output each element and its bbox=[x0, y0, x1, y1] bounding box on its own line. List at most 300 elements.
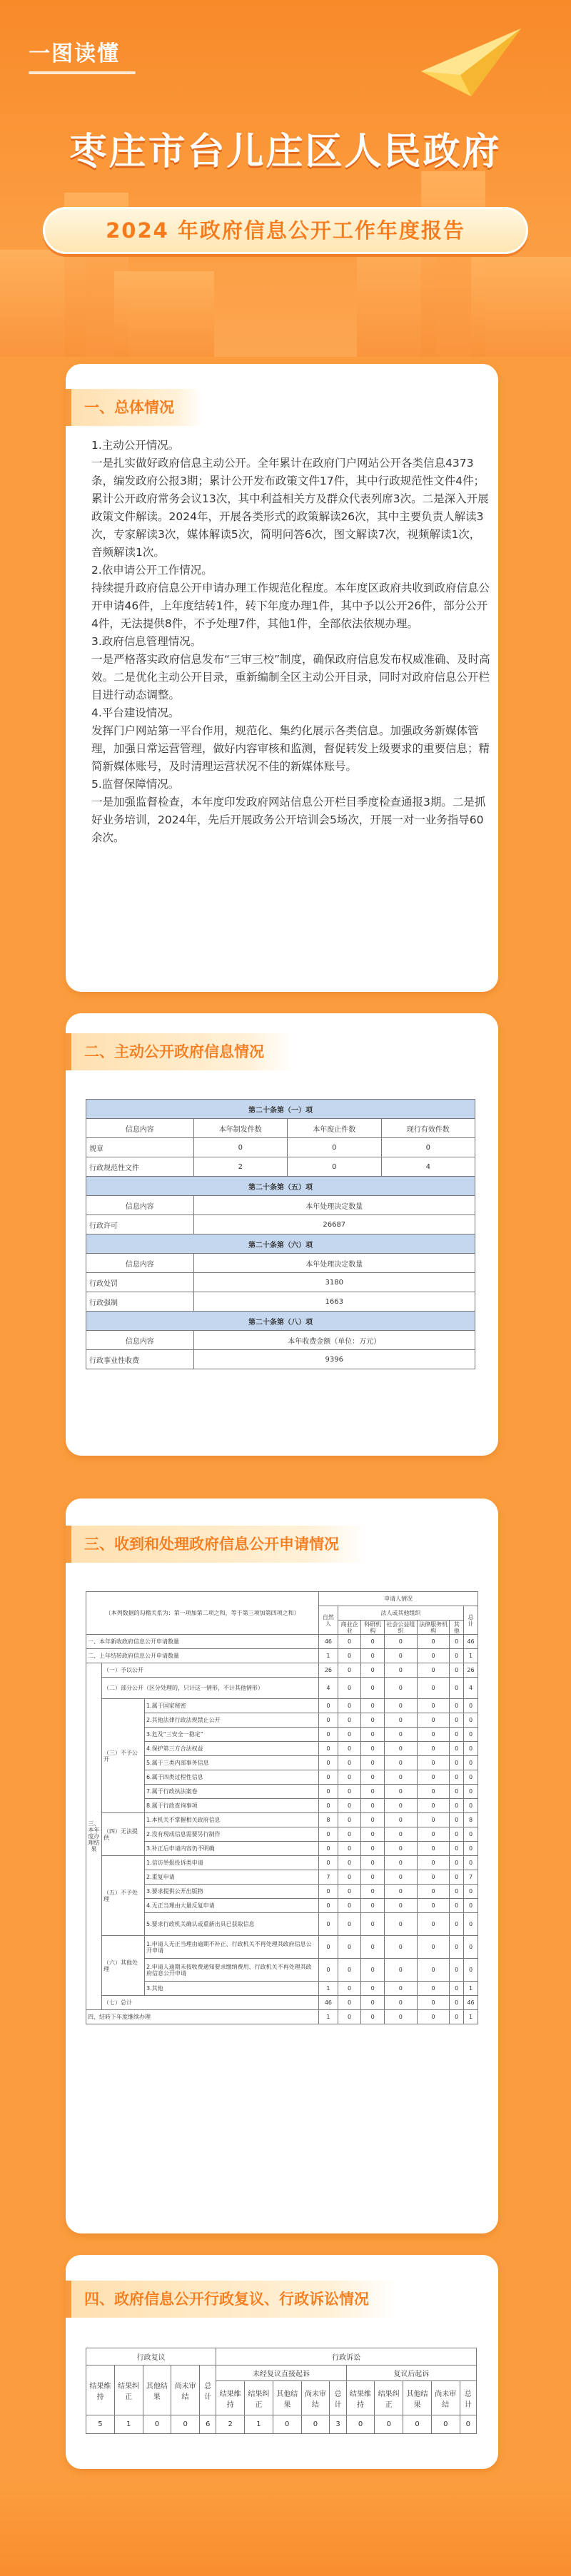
paragraph: 一是加强监督检查，本年度印发政府网站信息公开栏目季度检查通报3期。二是抓好业务培训，2024年，先后开展政务公开培训会5场次，开展一对一业务指导60余次。 bbox=[91, 796, 486, 844]
cell: 0 bbox=[338, 1827, 361, 1842]
col-header: 尚未审结 bbox=[301, 2381, 330, 2415]
cell: 0 bbox=[361, 1728, 385, 1742]
cell: 0 bbox=[384, 1959, 417, 1982]
cell: 0 bbox=[417, 1885, 450, 1899]
cell: 1 bbox=[464, 2010, 478, 2024]
section-heading-overview: 一、总体情况 bbox=[71, 389, 203, 426]
cell: 0 bbox=[384, 1996, 417, 2010]
cell: 0 bbox=[338, 1982, 361, 1996]
cell: 0 bbox=[384, 1856, 417, 1870]
cell: 6 bbox=[200, 2415, 216, 2434]
col-header: 结果纠正 bbox=[114, 2365, 143, 2415]
row-label: 四、结转下年度继续办理 bbox=[86, 2010, 319, 2024]
cell: 0 bbox=[464, 1699, 478, 1713]
cell: 0 bbox=[464, 1770, 478, 1785]
cell: 0 bbox=[319, 1742, 338, 1756]
cell: 0 bbox=[338, 1913, 361, 1936]
row-subgroup-label: （三）不予公开 bbox=[102, 1699, 145, 1813]
cell: 0 bbox=[288, 1157, 381, 1177]
block-title: 第二十条第（六）项 bbox=[86, 1234, 475, 1254]
report-subtitle: 2024 年政府信息公开工作年度报告 bbox=[43, 207, 528, 254]
paragraph: 发挥门户网站第一平台作用，规范化、集约化展示各类信息。加强政务新媒体管理，加强日常运营管理，做好内容审核和监测，督促转发上级要求的重要信息；精简新媒体账号，及时清理运营状况不佳的新媒体账号。 bbox=[91, 724, 490, 773]
row-label: 规章 bbox=[86, 1138, 194, 1157]
cell: 0 bbox=[417, 1996, 450, 2010]
cell: 0 bbox=[464, 1785, 478, 1799]
cell: 0 bbox=[338, 1770, 361, 1785]
cell: 0 bbox=[417, 1856, 450, 1870]
cell: 0 bbox=[384, 1756, 417, 1770]
cell: 0 bbox=[450, 1959, 464, 1982]
cell: 0 bbox=[450, 1870, 464, 1885]
row-label: （二）部分公开（区分处理的，只计这一情形，不计其他情形） bbox=[102, 1678, 319, 1699]
cell: 1 bbox=[319, 1982, 338, 1996]
cell: 1 bbox=[245, 2415, 273, 2434]
cell: 0 bbox=[338, 2010, 361, 2024]
col-header: 总计 bbox=[330, 2381, 346, 2415]
cell: 0 bbox=[431, 2415, 460, 2434]
cell: 0 bbox=[338, 1856, 361, 1870]
cell: 0 bbox=[464, 1936, 478, 1959]
cell: 0 bbox=[338, 1936, 361, 1959]
cell: 0 bbox=[417, 1827, 450, 1842]
paragraph: 一是扎实做好政府信息主动公开。全年累计在政府门户网站公开各类信息4373条，编发政府公报3期；累计公开发布政策文件17件，其中行政规范性文件4件；累计公开政府常务会议13次，其中利益相关方及群众代表列席3次。二是深入开展政策文件解读。2024年，开展各类形式的政策解读26次，其中主要负责人解读3次，专家解读3次，媒体解读5次，简明问答6次，图文解读7次，视频解读1次，音频解读1次。 bbox=[91, 457, 489, 559]
row-label: 行政规范性文件 bbox=[86, 1157, 194, 1177]
cell: 0 bbox=[361, 1813, 385, 1827]
cell: 0 bbox=[417, 1678, 450, 1699]
cell: 0 bbox=[361, 1742, 385, 1756]
cell: 0 bbox=[417, 1728, 450, 1742]
col-header: 社会公益组织 bbox=[384, 1621, 417, 1635]
cell: 0 bbox=[338, 1813, 361, 1827]
paragraph: 持续提升政府信息公开申请办理工作规范化程度。本年度区政府共收到政府信息公开申请46件，上年度结转1件，转下年度办理1件，其中予以公开26件，部分公开4件，无法提供8件，不予处理7件，其他1件，全部依法依规办理。 bbox=[91, 582, 490, 630]
row-subgroup-label: （四）无法提供 bbox=[102, 1813, 145, 1856]
cell: 0 bbox=[450, 1899, 464, 1913]
cell: 0 bbox=[417, 1936, 450, 1959]
row-label: 1.申请人无正当理由逾期不补正、行政机关不再处理其政府信息公开申请 bbox=[145, 1936, 319, 1959]
cell: 0 bbox=[361, 2010, 385, 2024]
cell: 0 bbox=[171, 2415, 200, 2434]
cell: 0 bbox=[319, 1913, 338, 1936]
footer-band bbox=[0, 2483, 571, 2576]
cell: 0 bbox=[450, 1678, 464, 1699]
cell: 0 bbox=[381, 1138, 475, 1157]
col-header: 行政复议 bbox=[86, 2348, 216, 2365]
cell: 0 bbox=[384, 1813, 417, 1827]
cell: 0 bbox=[319, 1756, 338, 1770]
cell: 0 bbox=[384, 1842, 417, 1856]
page-title: 枣庄市台儿庄区人民政府 bbox=[69, 131, 502, 173]
proactive-disclosure-table bbox=[86, 1099, 475, 1369]
col-header: 结果纠正 bbox=[375, 2381, 403, 2415]
cell: 0 bbox=[450, 1770, 464, 1785]
cell: 0 bbox=[450, 1813, 464, 1827]
cell: 0 bbox=[361, 1982, 385, 1996]
cell: 0 bbox=[464, 1756, 478, 1770]
cell: 0 bbox=[338, 1785, 361, 1799]
col-header: 商业企业 bbox=[338, 1621, 361, 1635]
cell: 1 bbox=[464, 1649, 478, 1663]
cell: 0 bbox=[384, 1982, 417, 1996]
cell: 0 bbox=[417, 1699, 450, 1713]
row-label: 3.补正后申请内容仍不明确 bbox=[145, 1842, 319, 1856]
row-label: 5.要求行政机关确认或重新出具已获取信息 bbox=[145, 1913, 319, 1936]
row-label: 行政许可 bbox=[86, 1215, 194, 1234]
cell: 0 bbox=[450, 1699, 464, 1713]
section-accent bbox=[66, 2281, 71, 2318]
cell: 0 bbox=[361, 1959, 385, 1982]
cell: 0 bbox=[450, 2010, 464, 2024]
cell: 8 bbox=[319, 1813, 338, 1827]
cell: 0 bbox=[450, 1913, 464, 1936]
cell: 3 bbox=[330, 2415, 346, 2434]
cell: 0 bbox=[417, 1913, 450, 1936]
row-label: 3.危及“三安全一稳定” bbox=[145, 1728, 319, 1742]
cell: 0 bbox=[450, 1827, 464, 1842]
cell: 0 bbox=[319, 1856, 338, 1870]
cell: 5 bbox=[86, 2415, 115, 2434]
cell: 0 bbox=[375, 2415, 403, 2434]
cell: 0 bbox=[384, 1699, 417, 1713]
cell: 0 bbox=[361, 1856, 385, 1870]
section-accent bbox=[66, 1033, 71, 1070]
cell: 0 bbox=[417, 1663, 450, 1678]
cell: 0 bbox=[417, 1899, 450, 1913]
row-label: 行政事业性收费 bbox=[86, 1350, 194, 1369]
cell: 8 bbox=[464, 1813, 478, 1827]
review-lawsuit-table bbox=[86, 2348, 477, 2434]
cell: 0 bbox=[417, 1870, 450, 1885]
col-header: 现行有效件数 bbox=[381, 1119, 475, 1138]
cell: 0 bbox=[417, 1799, 450, 1813]
cell: 0 bbox=[450, 1799, 464, 1813]
cell: 0 bbox=[338, 1635, 361, 1649]
cell: 0 bbox=[346, 2415, 375, 2434]
cell: 0 bbox=[361, 1770, 385, 1785]
cell: 0 bbox=[338, 1959, 361, 1982]
cell: 0 bbox=[450, 1936, 464, 1959]
cell: 0 bbox=[143, 2415, 171, 2434]
cell: 0 bbox=[384, 1742, 417, 1756]
cell: 0 bbox=[338, 1885, 361, 1899]
row-label: 2.申请人逾期未按收费通知要求缴纳费用、行政机关不再处理其政府信息公开申请 bbox=[145, 1959, 319, 1982]
cell: 0 bbox=[384, 1870, 417, 1885]
col-header: 本年废止件数 bbox=[288, 1119, 381, 1138]
cell: 0 bbox=[361, 1699, 385, 1713]
cell: 0 bbox=[319, 1699, 338, 1713]
paragraph: 1.主动公开情况。 bbox=[91, 439, 180, 452]
group-header: 申请人情况 bbox=[319, 1592, 478, 1606]
cell: 0 bbox=[361, 1649, 385, 1663]
col-header: 结果纠正 bbox=[245, 2381, 273, 2415]
cell: 0 bbox=[384, 1827, 417, 1842]
cell: 0 bbox=[464, 1742, 478, 1756]
section-heading-proactive: 二、主动公开政府信息情况 bbox=[71, 1033, 293, 1070]
cell: 26687 bbox=[193, 1215, 475, 1234]
cell: 0 bbox=[450, 1742, 464, 1756]
section-heading-review: 四、政府信息公开行政复议、行政诉讼情况 bbox=[71, 2281, 398, 2318]
overview-text bbox=[91, 437, 491, 847]
col-header: 结果维持 bbox=[86, 2365, 115, 2415]
cell: 0 bbox=[319, 1770, 338, 1785]
col-header: 尚未审结 bbox=[431, 2381, 460, 2415]
cell: 2 bbox=[216, 2415, 245, 2434]
col-header: 自然人 bbox=[319, 1606, 338, 1635]
cell: 0 bbox=[384, 2010, 417, 2024]
paragraph: 3.政府信息管理情况。 bbox=[91, 635, 202, 648]
col-header: 其他 bbox=[450, 1621, 464, 1635]
cell: 0 bbox=[361, 1899, 385, 1913]
cell: 0 bbox=[450, 1982, 464, 1996]
paragraph: 2.依申请公开工作情况。 bbox=[91, 564, 213, 577]
row-label: 2.其他法律行政法规禁止公开 bbox=[145, 1713, 319, 1728]
cell: 0 bbox=[384, 1913, 417, 1936]
cell: 0 bbox=[338, 1870, 361, 1885]
block-title: 第二十条第（八）项 bbox=[86, 1312, 475, 1331]
col-header: 尚未审结 bbox=[171, 2365, 200, 2415]
cell: 0 bbox=[319, 1799, 338, 1813]
row-label: 4.无正当理由大量反复申请 bbox=[145, 1899, 319, 1913]
col-header: 复议后起诉 bbox=[346, 2365, 476, 2381]
cell: 0 bbox=[450, 1842, 464, 1856]
col-header: 结果维持 bbox=[216, 2381, 245, 2415]
cell: 1 bbox=[319, 2010, 338, 2024]
block-title: 第二十条第（五）项 bbox=[86, 1177, 475, 1196]
cell: 0 bbox=[361, 1785, 385, 1799]
cell: 0 bbox=[361, 1756, 385, 1770]
col-header: 本年处理决定数量 bbox=[193, 1196, 475, 1215]
cell: 1 bbox=[464, 1982, 478, 1996]
paragraph: 4.平台建设情况。 bbox=[91, 706, 180, 719]
col-header: 本年制发件数 bbox=[193, 1119, 287, 1138]
cell: 0 bbox=[384, 1678, 417, 1699]
cell: 0 bbox=[464, 1913, 478, 1936]
cell: 0 bbox=[338, 1899, 361, 1913]
cell: 0 bbox=[361, 1635, 385, 1649]
section-heading-applications: 三、收到和处理政府信息公开申请情况 bbox=[71, 1526, 368, 1563]
cell: 0 bbox=[417, 2010, 450, 2024]
cell: 0 bbox=[338, 1649, 361, 1663]
cell: 4 bbox=[319, 1678, 338, 1699]
cell: 0 bbox=[464, 1713, 478, 1728]
row-label: 3.其他 bbox=[145, 1982, 319, 1996]
cell: 1663 bbox=[193, 1292, 475, 1312]
cell: 0 bbox=[384, 1799, 417, 1813]
cell: 0 bbox=[319, 1713, 338, 1728]
cell: 0 bbox=[403, 2415, 432, 2434]
col-header: 总计 bbox=[464, 1606, 478, 1635]
cell: 2 bbox=[193, 1157, 287, 1177]
col-header: 行政诉讼 bbox=[216, 2348, 477, 2365]
col-header: 法人或其他组织 bbox=[338, 1606, 463, 1621]
cell: 0 bbox=[464, 1827, 478, 1842]
cell: 0 bbox=[338, 1699, 361, 1713]
col-header: 信息内容 bbox=[86, 1331, 194, 1350]
row-label: 7.属于行政执法案卷 bbox=[145, 1785, 319, 1799]
row-label: 5.属于三类内部事务信息 bbox=[145, 1756, 319, 1770]
row-group-label: 三、本年度办理结果 bbox=[86, 1663, 102, 2010]
cell: 4 bbox=[381, 1157, 475, 1177]
cell: 0 bbox=[384, 1713, 417, 1728]
cell: 0 bbox=[361, 1713, 385, 1728]
cell: 0 bbox=[460, 2415, 476, 2434]
cell: 0 bbox=[338, 1756, 361, 1770]
paragraph: 5.监督保障情况。 bbox=[91, 778, 180, 791]
cell: 0 bbox=[361, 1842, 385, 1856]
cell: 0 bbox=[450, 1996, 464, 2010]
cell: 0 bbox=[288, 1138, 381, 1157]
hero-banner bbox=[0, 0, 571, 357]
cell: 0 bbox=[464, 1899, 478, 1913]
cell: 0 bbox=[384, 1936, 417, 1959]
cell: 1 bbox=[114, 2415, 143, 2434]
cell: 46 bbox=[464, 1996, 478, 2010]
col-header: 结果维持 bbox=[346, 2381, 375, 2415]
cell: 46 bbox=[319, 1996, 338, 2010]
cell: 0 bbox=[464, 1856, 478, 1870]
col-header: 其他结果 bbox=[403, 2381, 432, 2415]
cell: 0 bbox=[338, 1678, 361, 1699]
cell: 1 bbox=[319, 1649, 338, 1663]
cell: 0 bbox=[384, 1635, 417, 1649]
cell: 0 bbox=[319, 1936, 338, 1959]
cell: 0 bbox=[301, 2415, 330, 2434]
cell: 0 bbox=[361, 1885, 385, 1899]
row-label: 一、本年新收政府信息公开申请数量 bbox=[86, 1635, 319, 1649]
cell: 0 bbox=[338, 1799, 361, 1813]
cell: 0 bbox=[338, 1728, 361, 1742]
cell: 0 bbox=[361, 1663, 385, 1678]
cell: 26 bbox=[319, 1663, 338, 1678]
cell: 0 bbox=[361, 1678, 385, 1699]
cell: 0 bbox=[417, 1982, 450, 1996]
cell: 0 bbox=[417, 1649, 450, 1663]
cell: 0 bbox=[338, 1742, 361, 1756]
row-subgroup-label: （六）其他处理 bbox=[102, 1936, 145, 1996]
cell: 0 bbox=[450, 1785, 464, 1799]
row-label: 8.属于行政查询事项 bbox=[145, 1799, 319, 1813]
cell: 0 bbox=[450, 1635, 464, 1649]
cell: 0 bbox=[361, 1799, 385, 1813]
row-label: 2.重复申请 bbox=[145, 1870, 319, 1885]
row-subgroup-label: （五）不予处理 bbox=[102, 1856, 145, 1936]
row-label: （七）总计 bbox=[102, 1996, 319, 2010]
row-label: 3.要求提供公开出版物 bbox=[145, 1885, 319, 1899]
section-accent bbox=[66, 1526, 71, 1563]
cell: 0 bbox=[450, 1663, 464, 1678]
col-header: 其他结果 bbox=[273, 2381, 301, 2415]
cell: 0 bbox=[417, 1959, 450, 1982]
cell: 0 bbox=[417, 1770, 450, 1785]
cell: 0 bbox=[384, 1899, 417, 1913]
col-header: 信息内容 bbox=[86, 1254, 194, 1273]
col-header: 未经复议直接起诉 bbox=[216, 2365, 346, 2381]
row-label: 4.保护第三方合法权益 bbox=[145, 1742, 319, 1756]
col-header: 本年收费金额（单位：万元） bbox=[193, 1331, 475, 1350]
cell: 3180 bbox=[193, 1273, 475, 1292]
col-header: 科研机构 bbox=[361, 1621, 385, 1635]
cell: 0 bbox=[319, 1899, 338, 1913]
row-label: 6.属于四类过程性信息 bbox=[145, 1770, 319, 1785]
cell: 0 bbox=[319, 1842, 338, 1856]
row-label: 二、上年结转政府信息公开申请数量 bbox=[86, 1649, 319, 1663]
cell: 9396 bbox=[193, 1350, 475, 1369]
cell: 0 bbox=[417, 1635, 450, 1649]
cell: 7 bbox=[319, 1870, 338, 1885]
col-header: 总计 bbox=[460, 2381, 476, 2415]
cell: 0 bbox=[319, 1885, 338, 1899]
cell: 0 bbox=[417, 1713, 450, 1728]
cell: 0 bbox=[319, 1785, 338, 1799]
cell: 0 bbox=[384, 1728, 417, 1742]
cell: 0 bbox=[417, 1785, 450, 1799]
cell: 0 bbox=[450, 1856, 464, 1870]
col-header: 总计 bbox=[200, 2365, 216, 2415]
corner-note: （本列数据的勾稽关系为：第一项加第二项之和，等于第三项加第四项之和） bbox=[86, 1592, 319, 1635]
cell: 0 bbox=[361, 1870, 385, 1885]
cell: 0 bbox=[450, 1649, 464, 1663]
col-header: 信息内容 bbox=[86, 1119, 194, 1138]
cell: 0 bbox=[384, 1663, 417, 1678]
cell: 0 bbox=[450, 1713, 464, 1728]
cell: 0 bbox=[338, 1713, 361, 1728]
cell: 0 bbox=[361, 1996, 385, 2010]
cell: 7 bbox=[464, 1870, 478, 1885]
cell: 0 bbox=[384, 1770, 417, 1785]
report-badge: 一图读懂 bbox=[29, 36, 136, 74]
col-header: 法律服务机构 bbox=[417, 1621, 450, 1635]
cell: 0 bbox=[417, 1842, 450, 1856]
cell: 0 bbox=[319, 1827, 338, 1842]
cell: 0 bbox=[384, 1885, 417, 1899]
row-label: 行政强制 bbox=[86, 1292, 194, 1312]
cell: 0 bbox=[417, 1742, 450, 1756]
cell: 0 bbox=[464, 1885, 478, 1899]
cell: 0 bbox=[450, 1885, 464, 1899]
cell: 46 bbox=[319, 1635, 338, 1649]
row-label: 1.本机关不掌握相关政府信息 bbox=[145, 1813, 319, 1827]
cell: 0 bbox=[319, 1728, 338, 1742]
paragraph: 一是严格落实政府信息发布“三审三校”制度，确保政府信息发布权威准确、及时高效。二是优化主动公开目录，重新编制全区主动公开目录，同时对政府信息公开栏目进行动态调整。 bbox=[91, 653, 490, 701]
cell: 0 bbox=[319, 1959, 338, 1982]
cell: 0 bbox=[273, 2415, 301, 2434]
cell: 0 bbox=[193, 1138, 287, 1157]
paper-plane-icon bbox=[421, 29, 521, 100]
cell: 0 bbox=[361, 1936, 385, 1959]
cell: 0 bbox=[338, 1842, 361, 1856]
cell: 0 bbox=[361, 1827, 385, 1842]
cell: 0 bbox=[361, 1913, 385, 1936]
cell: 0 bbox=[338, 1663, 361, 1678]
section-accent bbox=[66, 389, 71, 426]
col-header: 其他结果 bbox=[143, 2365, 171, 2415]
cell: 0 bbox=[338, 1996, 361, 2010]
cell: 4 bbox=[464, 1678, 478, 1699]
cell: 26 bbox=[464, 1663, 478, 1678]
cell: 46 bbox=[464, 1635, 478, 1649]
block-title: 第二十条第（一）项 bbox=[86, 1100, 475, 1119]
row-label: 行政处罚 bbox=[86, 1273, 194, 1292]
cell: 0 bbox=[417, 1813, 450, 1827]
cell: 0 bbox=[464, 1728, 478, 1742]
col-header: 信息内容 bbox=[86, 1196, 194, 1215]
cell: 0 bbox=[384, 1649, 417, 1663]
cell: 0 bbox=[417, 1756, 450, 1770]
row-label: 2.没有现成信息需要另行制作 bbox=[145, 1827, 319, 1842]
cell: 0 bbox=[450, 1728, 464, 1742]
row-label: 1.属于国家秘密 bbox=[145, 1699, 319, 1713]
cell: 0 bbox=[464, 1959, 478, 1982]
cell: 0 bbox=[464, 1842, 478, 1856]
